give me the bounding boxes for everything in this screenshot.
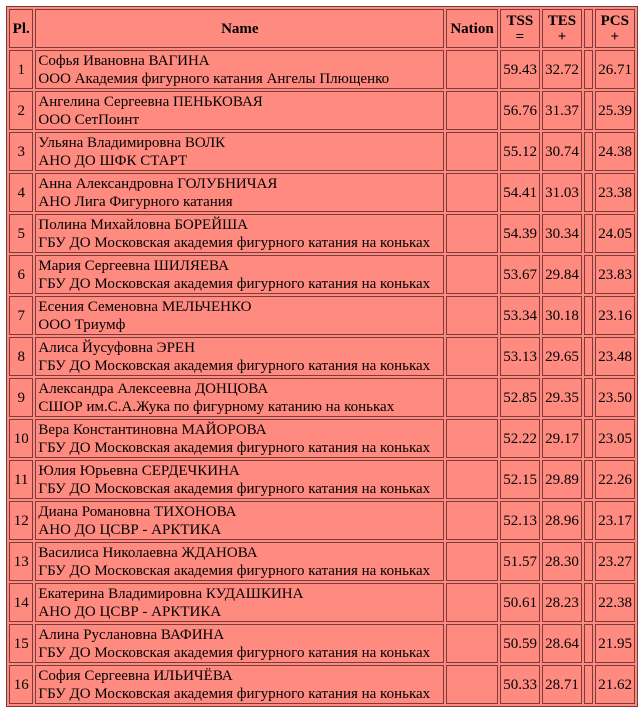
skater-club: ГБУ ДО Московская академия фигурного катания на коньках xyxy=(38,234,431,251)
table-row xyxy=(9,337,635,376)
nation-cell xyxy=(446,583,497,622)
tes-cell: 32.72 xyxy=(542,50,582,89)
tss-cell: 53.67 xyxy=(500,255,540,294)
table-row xyxy=(9,542,635,581)
tes-cell: 30.74 xyxy=(542,132,582,171)
table-row xyxy=(9,665,635,704)
place-cell: 13 xyxy=(9,542,33,581)
tss-cell: 51.57 xyxy=(500,542,540,581)
pcs-cell: 23.38 xyxy=(595,173,635,212)
header-pcs-symbol: + xyxy=(610,28,620,45)
tss-cell: 52.15 xyxy=(500,460,540,499)
pcs-cell: 24.38 xyxy=(595,132,635,171)
table-row xyxy=(9,501,635,540)
place-cell: 1 xyxy=(9,50,33,89)
header-pcs-label: PCS xyxy=(600,12,629,29)
tss-cell: 50.33 xyxy=(500,665,540,704)
skater-club: ГБУ ДО Московская академия фигурного катания на коньках xyxy=(38,685,431,702)
nation-cell xyxy=(446,419,497,458)
spacer-cell xyxy=(584,624,593,663)
place-cell: 7 xyxy=(9,296,33,335)
skater-club: ГБУ ДО Московская академия фигурного катания на коньках xyxy=(38,439,431,456)
tss-cell: 53.34 xyxy=(500,296,540,335)
skater-name: Василиса Николаевна ЖДАНОВА xyxy=(38,544,258,561)
place-cell: 4 xyxy=(9,173,33,212)
nation-cell xyxy=(446,460,497,499)
header-tss xyxy=(500,9,540,48)
tes-cell: 29.89 xyxy=(542,460,582,499)
pcs-cell: 24.05 xyxy=(595,214,635,253)
skater-cell xyxy=(35,50,444,89)
skater-name: Алиса Йусуфовна ЭРЕН xyxy=(38,339,195,356)
skater-club: ООО Триумф xyxy=(38,316,126,333)
tes-cell: 31.03 xyxy=(542,173,582,212)
skater-club: ООО СетПоинт xyxy=(38,111,140,128)
skater-name: Полина Михайловна БОРЕЙША xyxy=(38,216,249,233)
pcs-cell: 23.05 xyxy=(595,419,635,458)
header-tes xyxy=(542,9,582,48)
tes-cell: 28.64 xyxy=(542,624,582,663)
table-row xyxy=(9,624,635,663)
header-tes-label: TES xyxy=(547,12,577,29)
tss-cell: 56.76 xyxy=(500,91,540,130)
skater-name: Вера Константиновна МАЙОРОВА xyxy=(38,421,267,438)
tss-cell: 54.39 xyxy=(500,214,540,253)
tes-cell: 28.96 xyxy=(542,501,582,540)
pcs-cell: 23.17 xyxy=(595,501,635,540)
results-body xyxy=(9,50,635,704)
pcs-cell: 21.95 xyxy=(595,624,635,663)
place-cell: 8 xyxy=(9,337,33,376)
spacer-cell xyxy=(584,91,593,130)
skater-cell xyxy=(35,255,444,294)
results-table xyxy=(6,6,638,707)
skater-cell xyxy=(35,378,444,417)
header-nation: Nation xyxy=(446,9,497,48)
tss-cell: 50.59 xyxy=(500,624,540,663)
pcs-cell: 23.83 xyxy=(595,255,635,294)
nation-cell xyxy=(446,91,497,130)
spacer-cell xyxy=(584,460,593,499)
tss-cell: 55.12 xyxy=(500,132,540,171)
tes-cell: 30.34 xyxy=(542,214,582,253)
spacer-cell xyxy=(584,132,593,171)
skater-club: ООО Академия фигурного катания Ангелы Плющенко xyxy=(38,70,390,87)
tes-cell: 29.65 xyxy=(542,337,582,376)
skater-club: АНО ДО ЦСВР - АРКТИКА xyxy=(38,603,222,620)
header-row xyxy=(9,9,635,48)
nation-cell xyxy=(446,255,497,294)
nation-cell xyxy=(446,378,497,417)
spacer-cell xyxy=(584,501,593,540)
spacer-cell xyxy=(584,50,593,89)
nation-cell xyxy=(446,337,497,376)
pcs-cell: 22.38 xyxy=(595,583,635,622)
place-cell: 5 xyxy=(9,214,33,253)
header-spacer xyxy=(584,9,593,48)
table-row xyxy=(9,378,635,417)
skater-club: АНО ДО ЦСВР - АРКТИКА xyxy=(38,521,222,538)
tss-cell: 59.43 xyxy=(500,50,540,89)
tss-cell: 50.61 xyxy=(500,583,540,622)
skater-name: Ангелина Сергеевна ПЕНЬКОВАЯ xyxy=(38,93,263,110)
header-pcs xyxy=(595,9,635,48)
place-cell: 11 xyxy=(9,460,33,499)
skater-cell xyxy=(35,583,444,622)
place-cell: 15 xyxy=(9,624,33,663)
nation-cell xyxy=(446,296,497,335)
nation-cell xyxy=(446,214,497,253)
spacer-cell xyxy=(584,214,593,253)
pcs-cell: 25.39 xyxy=(595,91,635,130)
header-name: Name xyxy=(35,9,444,48)
pcs-cell: 21.62 xyxy=(595,665,635,704)
skater-club: СШОР им.С.А.Жука по фигурному катанию на коньках xyxy=(38,398,395,415)
table-row xyxy=(9,296,635,335)
header-place: Pl. xyxy=(9,9,33,48)
tes-cell: 29.35 xyxy=(542,378,582,417)
spacer-cell xyxy=(584,296,593,335)
skater-name: Екатерина Владимировна КУДАШКИНА xyxy=(38,585,304,602)
pcs-cell: 23.50 xyxy=(595,378,635,417)
header-tss-symbol: = xyxy=(515,28,525,45)
place-cell: 6 xyxy=(9,255,33,294)
header-tss-label: TSS xyxy=(506,12,534,29)
skater-club: АНО Лига Фигурного катания xyxy=(38,193,233,210)
skater-cell xyxy=(35,91,444,130)
skater-cell xyxy=(35,542,444,581)
skater-name: София Сергеевна ИЛЬИЧЁВА xyxy=(38,667,233,684)
nation-cell xyxy=(446,665,497,704)
spacer-cell xyxy=(584,542,593,581)
skater-cell xyxy=(35,337,444,376)
tss-cell: 52.13 xyxy=(500,501,540,540)
skater-name: Есения Семеновна МЕЛЬЧЕНКО xyxy=(38,298,252,315)
skater-club: ГБУ ДО Московская академия фигурного катания на коньках xyxy=(38,357,431,374)
nation-cell xyxy=(446,50,497,89)
tes-cell: 29.17 xyxy=(542,419,582,458)
pcs-cell: 22.26 xyxy=(595,460,635,499)
place-cell: 3 xyxy=(9,132,33,171)
place-cell: 16 xyxy=(9,665,33,704)
skater-name: Алина Руслановна ВАФИНА xyxy=(38,626,225,643)
pcs-cell: 23.27 xyxy=(595,542,635,581)
skater-club: ГБУ ДО Московская академия фигурного катания на коньках xyxy=(38,480,431,497)
table-row xyxy=(9,91,635,130)
spacer-cell xyxy=(584,255,593,294)
tes-cell: 30.18 xyxy=(542,296,582,335)
skater-name: Софья Ивановна ВАГИНА xyxy=(38,52,210,69)
skater-cell xyxy=(35,460,444,499)
skater-name: Анна Александровна ГОЛУБНИЧАЯ xyxy=(38,175,278,192)
nation-cell xyxy=(446,132,497,171)
skater-cell xyxy=(35,624,444,663)
nation-cell xyxy=(446,624,497,663)
tes-cell: 31.37 xyxy=(542,91,582,130)
tss-cell: 54.41 xyxy=(500,173,540,212)
pcs-cell: 23.48 xyxy=(595,337,635,376)
pcs-cell: 26.71 xyxy=(595,50,635,89)
spacer-cell xyxy=(584,337,593,376)
tss-cell: 52.85 xyxy=(500,378,540,417)
tss-cell: 53.13 xyxy=(500,337,540,376)
table-row xyxy=(9,583,635,622)
table-row xyxy=(9,214,635,253)
table-row xyxy=(9,132,635,171)
skater-name: Александра Алексеевна ДОНЦОВА xyxy=(38,380,269,397)
spacer-cell xyxy=(584,665,593,704)
skater-cell xyxy=(35,173,444,212)
spacer-cell xyxy=(584,419,593,458)
header-tes-symbol: + xyxy=(557,28,567,45)
place-cell: 12 xyxy=(9,501,33,540)
skater-cell xyxy=(35,296,444,335)
table-row xyxy=(9,255,635,294)
place-cell: 14 xyxy=(9,583,33,622)
skater-cell xyxy=(35,132,444,171)
nation-cell xyxy=(446,173,497,212)
skater-name: Мария Сергеевна ШИЛЯЕВА xyxy=(38,257,229,274)
skater-cell xyxy=(35,419,444,458)
skater-name: Диана Романовна ТИХОНОВА xyxy=(38,503,237,520)
tes-cell: 28.71 xyxy=(542,665,582,704)
skater-club: АНО ДО ШФК СТАРТ xyxy=(38,152,188,169)
table-row xyxy=(9,173,635,212)
tss-cell: 52.22 xyxy=(500,419,540,458)
spacer-cell xyxy=(584,378,593,417)
place-cell: 2 xyxy=(9,91,33,130)
tes-cell: 29.84 xyxy=(542,255,582,294)
place-cell: 9 xyxy=(9,378,33,417)
table-row xyxy=(9,419,635,458)
skater-club: ГБУ ДО Московская академия фигурного катания на коньках xyxy=(38,562,431,579)
skater-cell xyxy=(35,665,444,704)
skater-club: ГБУ ДО Московская академия фигурного катания на коньках xyxy=(38,644,431,661)
tes-cell: 28.30 xyxy=(542,542,582,581)
place-cell: 10 xyxy=(9,419,33,458)
nation-cell xyxy=(446,542,497,581)
pcs-cell: 23.16 xyxy=(595,296,635,335)
nation-cell xyxy=(446,501,497,540)
tes-cell: 28.23 xyxy=(542,583,582,622)
skater-name: Ульяна Владимировна ВОЛК xyxy=(38,134,226,151)
skater-cell xyxy=(35,501,444,540)
skater-name: Юлия Юрьевна СЕРДЕЧКИНА xyxy=(38,462,240,479)
table-row xyxy=(9,50,635,89)
spacer-cell xyxy=(584,173,593,212)
skater-cell xyxy=(35,214,444,253)
skater-club: ГБУ ДО Московская академия фигурного катания на коньках xyxy=(38,275,431,292)
table-row xyxy=(9,460,635,499)
spacer-cell xyxy=(584,583,593,622)
